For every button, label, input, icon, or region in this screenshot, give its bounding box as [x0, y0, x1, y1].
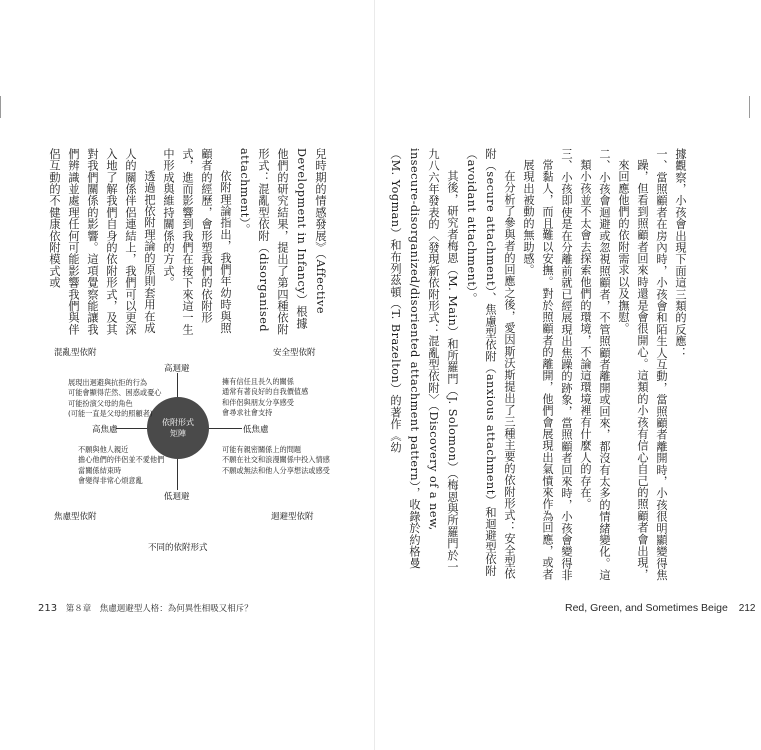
center-label: 矩陣 — [170, 429, 186, 438]
trait-text: 不願與他人親近 — [78, 445, 129, 454]
disorganised-traits — [68, 378, 161, 420]
quadrant-label-avoidant: 迴避型依附 — [271, 512, 314, 522]
paragraph: 透過把依附理論的原則套用在成人的關係伴侶連結上，我們可以更深入地了解我們自身的依附形式，及其對我們關係的影響。這項覺察能讓我們辨識並處理任何可能影響我們與伴侶互動的不健康依附模式或 — [48, 148, 156, 336]
axis-label-high-anxiety: 高焦慮 — [92, 425, 118, 435]
right-footer — [565, 602, 761, 614]
list-item: 一、當照顧者在房內時，小孩會和陌生人互動，當照顧者離開時，小孩很明顯變得焦躁，但看到照顧者回來時還是會很開心。這類的小孩有信心自己的照顧者會出現，來回應他們的依附需求以及撫慰。 — [617, 148, 668, 581]
page-number: 212 — [738, 603, 756, 614]
trait-text: 不願在社交和浪漫關係中投入情感 — [222, 455, 330, 465]
paragraph: 依附理論指出，我們年幼時與照顧者的經歷，會形塑我們的依附形式，進而影響到我們在接下來這一生中形成與維持關係的方式。 — [162, 148, 232, 336]
left-footer — [38, 602, 253, 614]
right-page — [375, 0, 756, 750]
center-label: 依附形式 — [162, 418, 194, 427]
list-item: 二、小孩會迴避或忽視照顧者，不管照顧者離開或回來，都沒有太多的情緒變化。這類小孩並不太會去探索他們的環境，不論這環境裡有什麼人的存在。 — [579, 148, 611, 581]
axis-label-low-anxiety: 低焦慮 — [243, 425, 269, 435]
list-item: 三、小孩即使是在分離前就已經展現出焦躁的跡象，當照顧者回來時，小孩會變得非常黏人，而且難以安撫。對於照顧者的離開，他們會展現出氣憤來作為回應，或者展現出被動的無助感。 — [522, 148, 573, 581]
paragraph: 兒時期的情感發展》（Affective Development in Infancy）根據他們的研究結果，提出了第四種依附形式：混亂型依附（disorganised attachment）。 — [238, 148, 327, 336]
quadrant-label-disorganised: 混亂型依附 — [54, 348, 97, 358]
paragraph: 其後，研究者梅恩（M. Main）和所羅門（J. Solomon）（梅恩與所羅門於一九八六年發表的〈發現新依附形式：混亂型依附〉（Discovery of a new, insecure-disorganized/disoriented attachment pattern），收錄於約格曼（M. Yogman）和布列茲頓（T. Brazelton）的著作《幼 — [389, 148, 459, 574]
trait-text: 和伴侶與朋友分享感受 — [222, 397, 294, 407]
axis-label-high-avoidance: 高迴避 — [164, 364, 190, 374]
trait-text: 展現出迴避與抗拒的行為 — [68, 378, 148, 387]
crop-mark — [0, 96, 1, 118]
trait-text: 會變得非常心煩意亂 — [78, 476, 143, 486]
running-head: Red, Green, and Sometimes Beige — [565, 602, 728, 614]
trait-text: 擁有信任且長久的關係 — [222, 377, 294, 386]
crop-mark — [749, 96, 750, 118]
right-body-text — [389, 148, 690, 584]
trait-text: (可能一直是父母的照顧者) — [68, 409, 153, 419]
diagram-caption: 不同的依附形式 — [148, 543, 208, 553]
paragraph: 據觀察，小孩會出現下面這三類的反應： — [674, 148, 687, 359]
trait-text: 可能有親密關係上的問題 — [222, 445, 302, 454]
paragraph: 在分析了參與者的回應之後，愛因斯沃斯提出了三種主要的依附形式：安全型依附（secure attachment）、焦慮型依附（anxious attachment）和迴避型依附（avoidant attachment）。 — [465, 148, 516, 580]
left-page — [0, 0, 375, 750]
secure-traits — [222, 377, 308, 419]
quadrant-label-secure: 安全型依附 — [273, 348, 316, 358]
trait-text: 會尋求社會支持 — [222, 408, 273, 418]
trait-text: 當關係結束時 — [78, 465, 122, 475]
trait-text: 可能扮演父母的角色 — [68, 398, 133, 408]
trait-text: 通常有著良好的自我價值感 — [222, 387, 309, 397]
anxious-traits — [78, 445, 164, 487]
trait-text: 擔心他們的伴侶並不愛他們 — [78, 455, 165, 465]
trait-text: 可能會顯得茫然、困惑或憂心 — [68, 388, 162, 398]
left-body-text — [48, 148, 330, 336]
page-number: 213 — [38, 603, 58, 614]
quadrant-label-anxious: 焦慮型依附 — [54, 512, 97, 522]
axis-label-low-avoidance: 低迴避 — [164, 492, 190, 502]
trait-text: 不願或無法和他人分享想法或感受 — [222, 465, 330, 475]
avoidant-traits — [222, 445, 330, 476]
running-head: 第８章 焦慮迴避型人格：為何異性相吸又相斥？ — [65, 604, 253, 614]
